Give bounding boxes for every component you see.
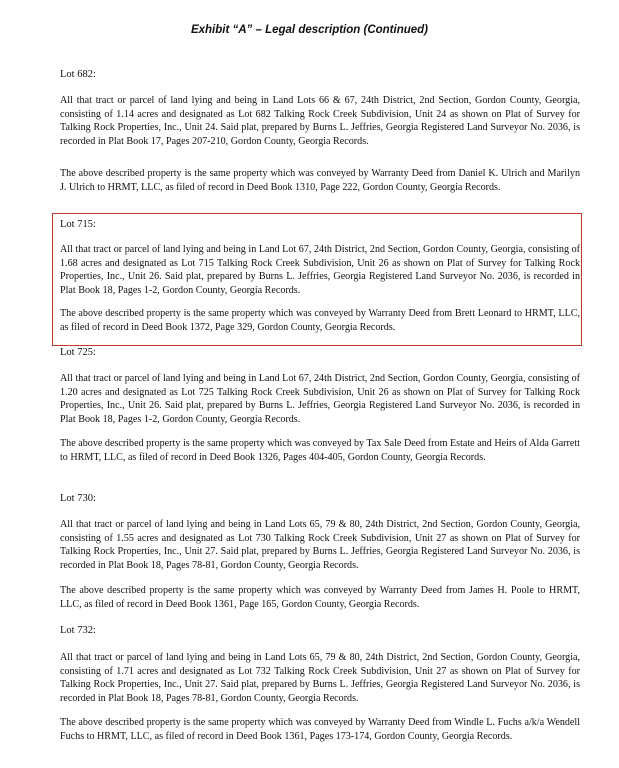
lot-682-description: All that tract or parcel of land lying and being in Land Lots 66 & 67, 24th District, 2nd Section, Gordon County, Georgia, consisting of 1.14 acres and designated as Lot 682 Talking Rock Creek Subdivision, Unit 24 as shown on Plat of Survey for Talking Rock Properties, Inc., Unit 24. Said plat, prepared by Burns L. Jeffries, Georgia Registered Land Surveyor No. 2036, is recorded in Plat Book 17, Pages 207-210, Gordon County, Georgia Records. [60, 95, 580, 147]
document-title: Exhibit “A” – Legal description (Continued) [190, 24, 429, 36]
lot-682-label: Lot 682: [60, 69, 96, 80]
lot-715-conveyance: The above described property is the same property which was conveyed by Warranty Deed from Brett Leonard to HRMT, LLC, as filed of record in Deed Book 1372, Page 329, Gordon County, Georgia Records. [60, 308, 580, 333]
lot-730-description: All that tract or parcel of land lying and being in Land Lots 65, 79 & 80, 24th District, 2nd Section, Gordon County, Georgia, consisting of 1.55 acres and designated as Lot 730 Talking Rock Creek Subdivision, Unit 27 as shown on Plat of Survey for Talking Rock Properties, Inc., Unit 27. Said plat, prepared by Burns L. Jeffries, Georgia Registered Land Surveyor No. 2036, is recorded in Plat Book 18, Pages 78-81, Gordon County, Georgia Records. [60, 519, 580, 571]
lot-730-label: Lot 730: [60, 493, 96, 504]
lot-682-conveyance: The above described property is the same property which was conveyed by Warranty Deed from Daniel K. Ulrich and Marilyn J. Ulrich to HRMT, LLC, as filed of record in Deed Book 1310, Page 222, Gordon County, Georgia Records. [60, 168, 580, 193]
lot-725-label: Lot 725: [60, 347, 96, 358]
lot-715-label: Lot 715: [60, 219, 96, 230]
lot-732-label: Lot 732: [60, 625, 96, 636]
lot-725-description: All that tract or parcel of land lying and being in Land Lot 67, 24th District, 2nd Section, Gordon County, Georgia, consisting of 1.20 acres and designated as Lot 725 Talking Rock Creek Subdivision, Unit 26 as shown on Plat of Survey for Talking Rock Properties, Inc., Unit 26. Said plat, prepared by Burns L. Jeffries, Georgia Registered Land Surveyor No. 2036, is recorded in Plat Book 18, Pages 1-2, Gordon County, Georgia Records. [60, 373, 580, 425]
lot-732-description: All that tract or parcel of land lying and being in Land Lots 65, 79 & 80, 24th District, 2nd Section, Gordon County, Georgia, consisting of 1.71 acres and designated as Lot 732 Talking Rock Creek Subdivision, Unit 27 as shown on Plat of Survey for Talking Rock Properties, Inc., Unit 27. Said plat, prepared by Burns L. Jeffries, Georgia Registered Land Surveyor No. 2036, is recorded in Plat Book 18, Pages 78-81, Gordon County, Georgia Records. [60, 652, 580, 704]
lot-725-conveyance: The above described property is the same property which was conveyed by Tax Sale Deed from Estate and Heirs of Alda Garrett to HRMT, LLC, as filed of record in Deed Book 1326, Pages 404-405, Gordon County, Georgia Records. [60, 438, 580, 463]
lot-732-conveyance: The above described property is the same property which was conveyed by Warranty Deed from Windle L. Fuchs a/k/a Wendell Fuchs to HRMT, LLC, as filed of record in Deed Book 1361, Pages 173-174, Gordon County, Georgia Records. [60, 717, 580, 742]
lot-730-conveyance: The above described property is the same property which was conveyed by Warranty Deed from James H. Poole to HRMT, LLC, as filed of record in Deed Book 1361, Page 165, Gordon County, Georgia Records. [60, 585, 580, 610]
lot-715-description: All that tract or parcel of land lying and being in Land Lot 67, 24th District, 2nd Section, Gordon County, Georgia, consisting of 1.68 acres and designated as Lot 715 Talking Rock Creek Subdivision, Unit 26 as shown on Plat of Survey for Talking Rock Properties, Inc., Unit 26. Said plat, prepared by Burns L. Jeffries, Georgia Registered Land Surveyor No. 2036, is recorded in Plat Book 18, Pages 1-2, Gordon County, Georgia Records. [60, 244, 580, 296]
